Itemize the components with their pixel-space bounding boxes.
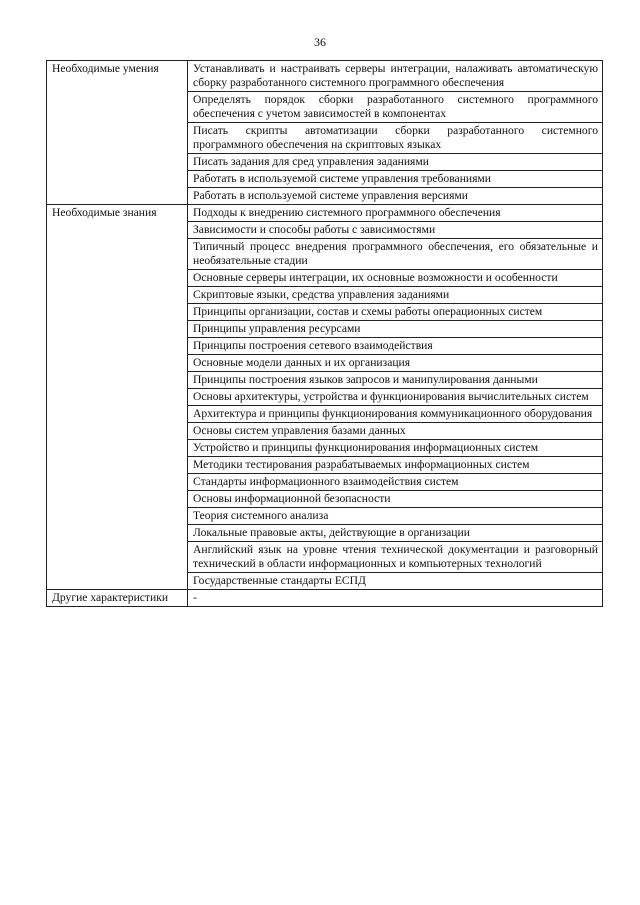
section-label: Другие характеристики [47,590,188,607]
section-item: Зависимости и способы работы с зависимостями [188,222,603,239]
section-item: Архитектура и принципы функционирования коммуникационного оборудования [188,406,603,423]
section-item: Теория системного анализа [188,508,603,525]
table-row [47,590,603,607]
table-row [47,61,603,92]
section-item: Работать в используемой системе управления требованиями [188,171,603,188]
section-item: Устройство и принципы функционирования информационных систем [188,440,603,457]
section-item: Типичный процесс внедрения программного обеспечения, его обязательные и необязательные стадии [188,239,603,270]
section-item: Английский язык на уровне чтения технической документации и разговорный технический в области информационных и компьютерных технологий [188,542,603,573]
section-item: Основные серверы интеграции, их основные возможности и особенности [188,270,603,287]
section-label: Необходимые знания [47,205,188,590]
section-item: Основы систем управления базами данных [188,423,603,440]
section-item: Основы архитектуры, устройства и функционирования вычислительных систем [188,389,603,406]
section-item: Локальные правовые акты, действующие в организации [188,525,603,542]
section-label: Необходимые умения [47,61,188,205]
section-item: - [188,590,603,607]
section-item: Основы информационной безопасности [188,491,603,508]
section-item: Стандарты информационного взаимодействия систем [188,474,603,491]
section-item: Подходы к внедрению системного программного обеспечения [188,205,603,222]
section-item: Государственные стандарты ЕСПД [188,573,603,590]
section-item: Принципы построения сетевого взаимодействия [188,338,603,355]
section-item: Принципы организации, состав и схемы работы операционных систем [188,304,603,321]
section-item: Основные модели данных и их организация [188,355,603,372]
table-row [47,205,603,222]
table-body [47,61,603,607]
section-item: Писать задания для сред управления заданиями [188,154,603,171]
section-item: Работать в используемой системе управления версиями [188,188,603,205]
section-item: Принципы управления ресурсами [188,321,603,338]
section-item: Принципы построения языков запросов и манипулирования данными [188,372,603,389]
requirements-table [46,60,603,607]
section-item: Скриптовые языки, средства управления заданиями [188,287,603,304]
section-item: Определять порядок сборки разработанного системного программного обеспечения с учетом зависимостей в компонентах [188,92,603,123]
page-number: 36 [314,35,326,49]
section-item: Методики тестирования разрабатываемых информационных систем [188,457,603,474]
section-item: Устанавливать и настраивать серверы интеграции, налаживать автоматическую сборку разработанного системного программного обеспечения [188,61,603,92]
section-item: Писать скрипты автоматизации сборки разработанного системного программного обеспечения на скриптовых языках [188,123,603,154]
